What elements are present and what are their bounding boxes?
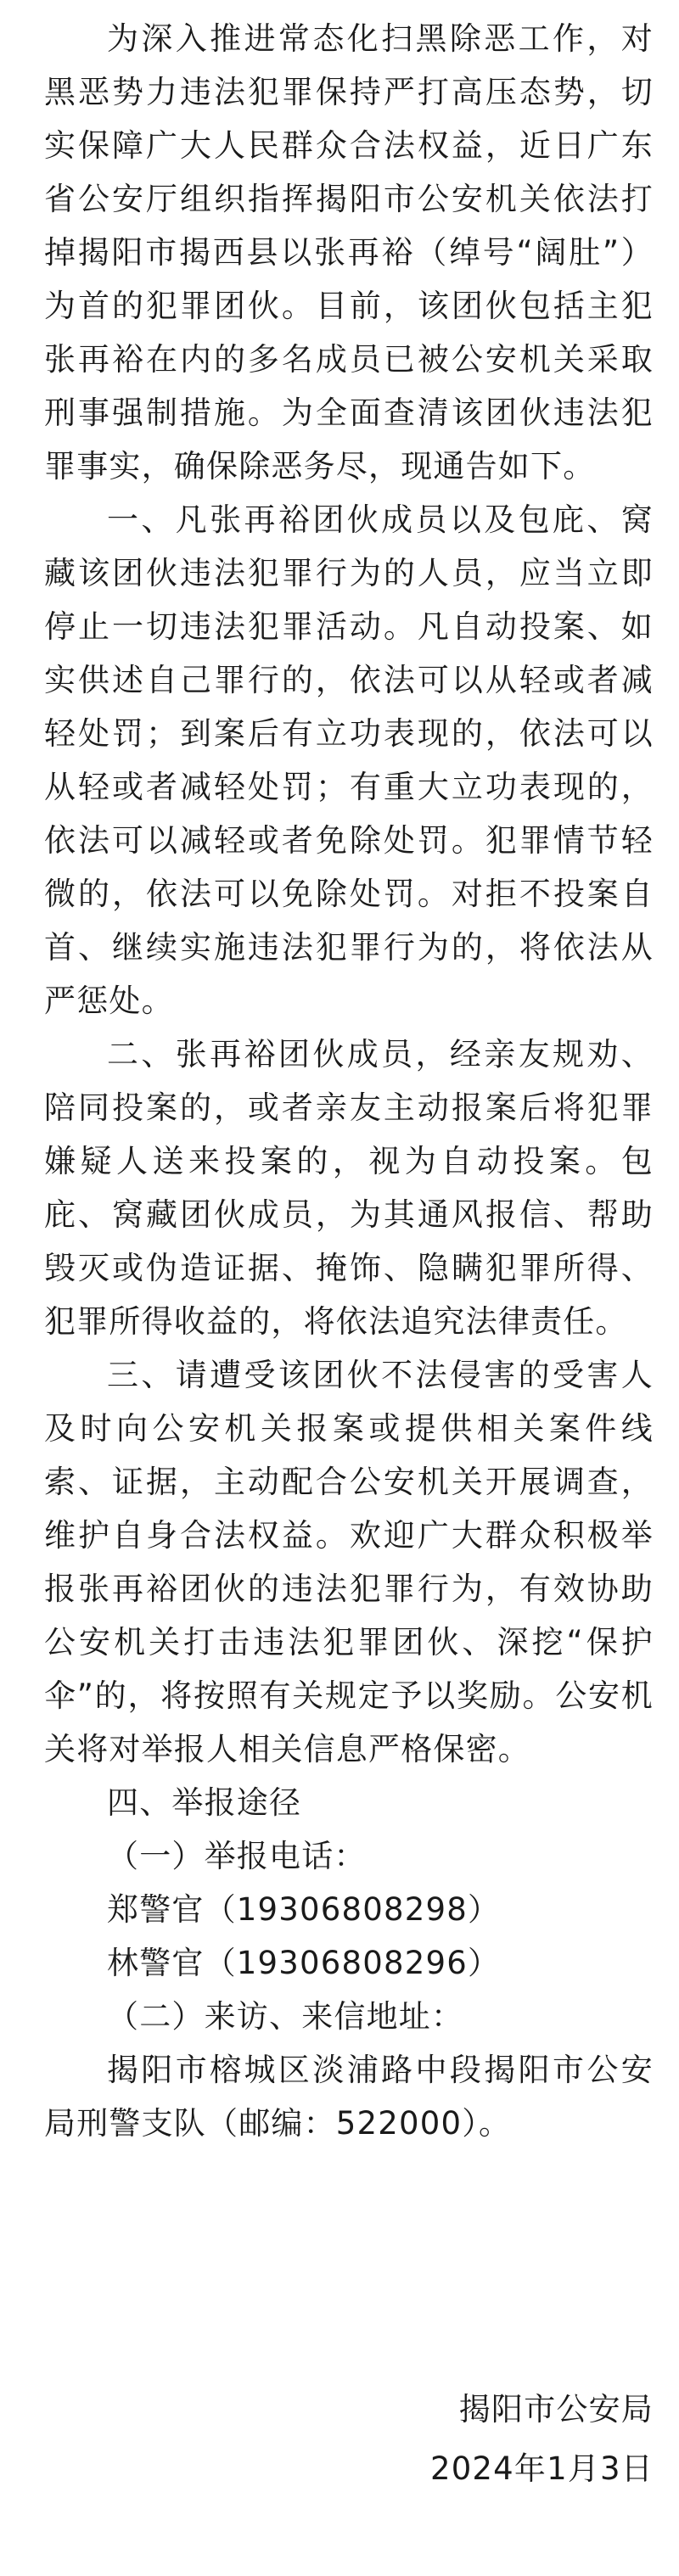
item-2-paragraph: 二、张再裕团伙成员，经亲友规劝、陪同投案的，或者亲友主动报案后将犯罪嫌疑人送来投案的，视为自动投案。包庇、窝藏团伙成员，为其通风报信、帮助毁灭或伪造证据、掩饰、隐瞒犯罪所得、犯罪所得收益的，将依法追究法律责任。 [44, 1036, 654, 1340]
address-paragraph: 揭阳市榕城区淡浦路中段揭阳市公安局刑警支队（邮编：522000）。 [44, 2052, 654, 2142]
item-4-heading: 四、举报途径 [107, 1784, 302, 1821]
phone-contact-2: 林警官（19306808296） [107, 1945, 501, 1981]
item-1-paragraph: 一、凡张再裕团伙成员以及包庇、窝藏该团伙违法犯罪行为的人员，应当立即停止一切违法犯罪活动。凡自动投案、如实供述自己罪行的，依法可以从轻或者减轻处罚；到案后有立功表现的，依法可以从轻或者减轻处罚；有重大立功表现的，依法可以减轻或者免除处罚。犯罪情节轻微的，依法可以免除处罚。对拒不投案自首、继续实施违法犯罪行为的，将依法从严惩处。 [44, 501, 654, 1019]
item-3-paragraph: 三、请遭受该团伙不法侵害的受害人及时向公安机关报案或提供相关案件线索、证据，主动配合公安机关开展调查，维护自身合法权益。欢迎广大群众积极举报张再裕团伙的违法犯罪行为，有效协助公安机关打击违法犯罪团伙、深挖“保护伞”的，将按照有关规定予以奖励。公安机关将对举报人相关信息严格保密。 [44, 1357, 654, 1767]
phone-heading: （一）举报电话： [107, 1838, 367, 1874]
intro-paragraph: 为深入推进常态化扫黑除恶工作，对黑恶势力违法犯罪保持严打高压态势，切实保障广大人民群众合法权益，近日广东省公安厅组织指挥揭阳市公安机关依法打掉揭阳市揭西县以张再裕（绰号“阔肚”）为首的犯罪团伙。目前，该团伙包括主犯张再裕在内的多名成员已被公安机关采取刑事强制措施。为全面查清该团伙违法犯罪事实，确保除恶务尽，现通告如下。 [44, 20, 654, 484]
signature-organization: 揭阳市公安局 [458, 2391, 654, 2428]
phone-contact-1: 郑警官（19306808298） [107, 1891, 501, 1928]
address-heading: （二）来访、来信地址： [107, 1998, 464, 2035]
notice-body [44, 12, 654, 2150]
signature-date: 2024年1月3日 [429, 2450, 654, 2487]
